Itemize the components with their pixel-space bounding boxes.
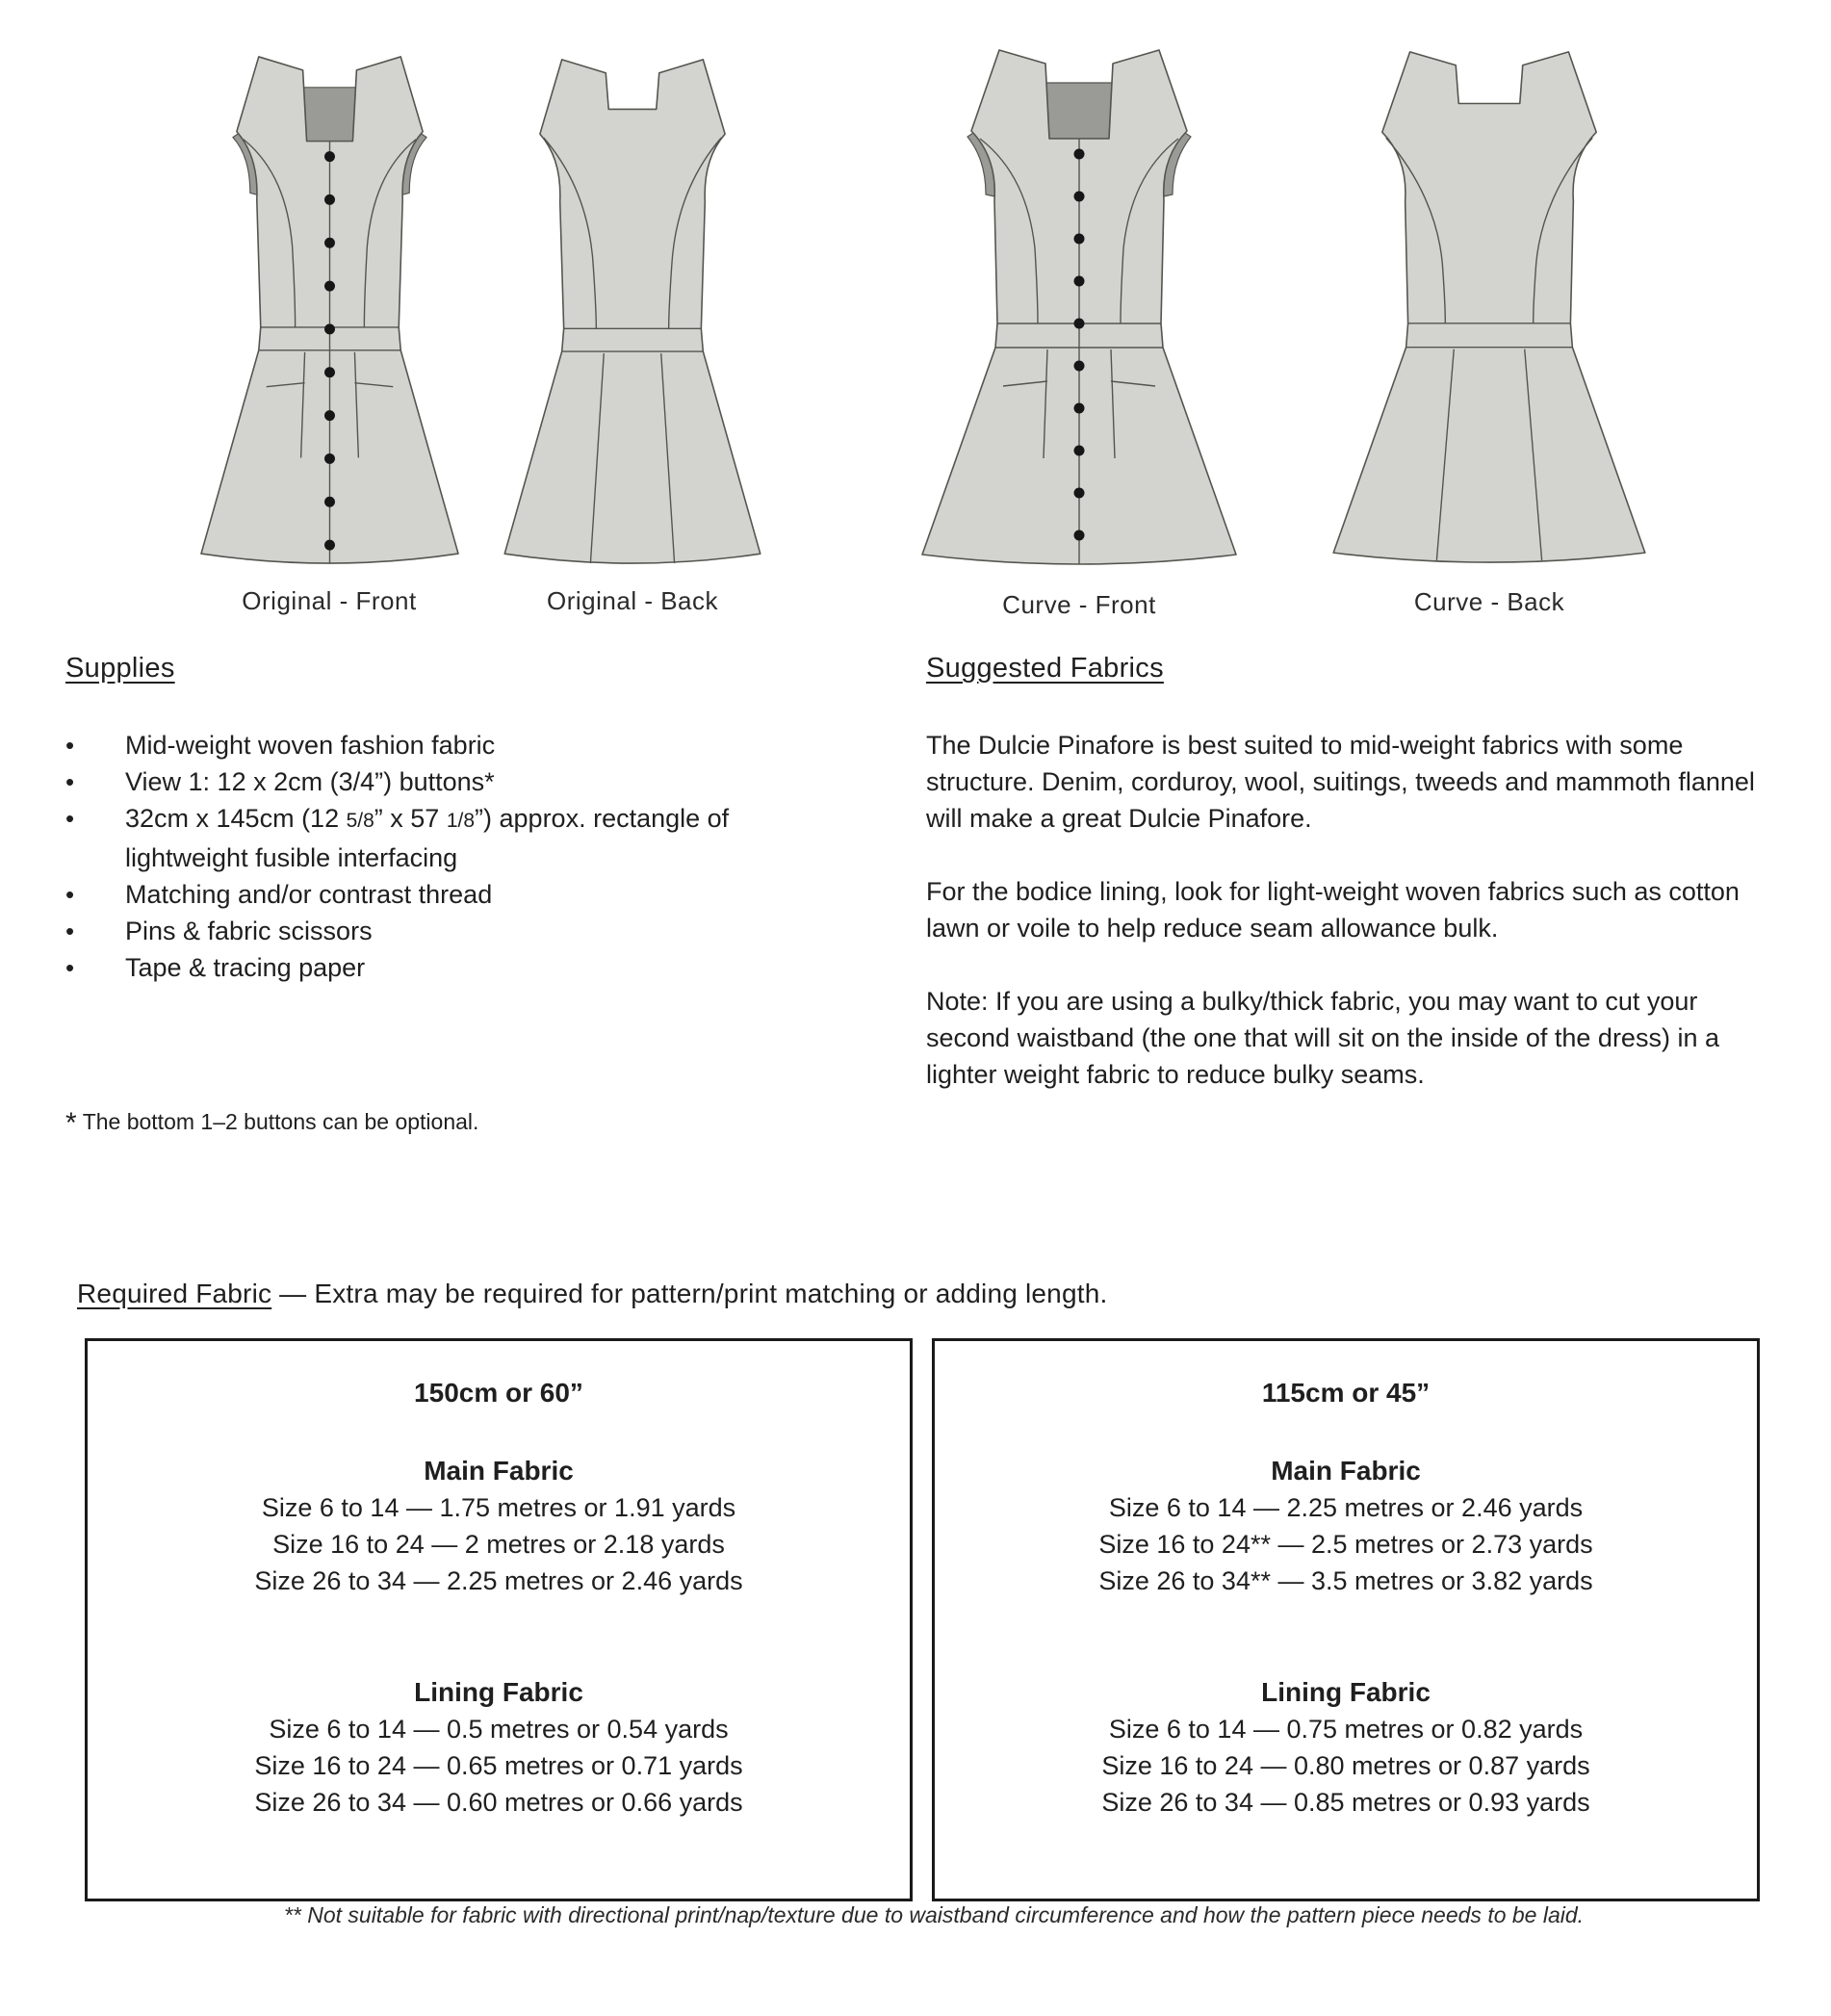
supplies-section [65, 653, 874, 986]
table-row: Size 6 to 14 — 0.5 metres or 0.54 yards [269, 1715, 729, 1744]
suggested-fabrics-heading: Suggested Fabrics [926, 653, 1164, 684]
fabrics-paragraph: The Dulcie Pinafore is best suited to mid-weight fabrics with some structure. Denim, corduroy, wool, suitings, tweeds and mammoth flannel will make a great Dulcie Pinafore. [926, 731, 1755, 833]
bullet-icon: • [65, 731, 75, 760]
directional-fabric-footnote: ** Not suitable for fabric with directional print/nap/texture due to waistband circumference and how the pattern piece needs to be laid. [283, 1902, 1585, 1927]
table-row: Size 6 to 14 — 1.75 metres or 1.91 yards [261, 1493, 736, 1522]
table-width-label: 150cm or 60” [414, 1378, 583, 1408]
supplies-footnote [65, 1107, 478, 1140]
table-row: Size 26 to 34 — 2.25 metres or 2.46 yards [254, 1566, 743, 1595]
original-front-dress-illustration [183, 43, 477, 571]
bullet-icon: • [65, 880, 75, 909]
fabric-table-115cm [932, 1338, 1760, 1901]
supplies-heading: Supplies [65, 653, 175, 684]
table-row: Size 16 to 24** — 2.5 metres or 2.73 yards [1098, 1530, 1593, 1559]
curve-back-dress-illustration [1310, 37, 1668, 572]
supplies-item: • 32cm x 145cm (12 5/8” x 57 1/8”) approx. rectangle of lightweight fusible interfacing [65, 800, 816, 876]
supplies-item: • Matching and/or contrast thread [65, 876, 816, 913]
table-width-label: 115cm or 45” [1261, 1378, 1431, 1408]
fabrics-paragraph: For the bodice lining, look for light-weight woven fabrics such as cotton lawn or voile to help reduce seam allowance bulk. [926, 877, 1740, 943]
lining-fabric-title: Lining Fabric [414, 1677, 583, 1707]
main-fabric-title: Main Fabric [424, 1456, 574, 1486]
supplies-item: • View 1: 12 x 2cm (3/4”) buttons* [65, 763, 816, 800]
supplies-footnote-text: The bottom 1–2 buttons can be optional. [82, 1109, 479, 1134]
figure-label-curve-back: Curve - Back [1413, 587, 1565, 616]
table-row: Size 26 to 34 — 0.85 metres or 0.93 yards [1101, 1788, 1590, 1817]
figure-label-curve-front: Curve - Front [1002, 590, 1156, 619]
table-row: Size 16 to 24 — 0.80 metres or 0.87 yards [1101, 1751, 1590, 1780]
supplies-list [65, 727, 874, 986]
figure-original-front [180, 43, 478, 616]
bullet-icon: • [65, 953, 75, 982]
required-fabric-title: Required Fabric [77, 1279, 272, 1308]
fabric-table-150cm [85, 1338, 913, 1901]
suggested-fabrics-section [926, 653, 1756, 1129]
figure-curve-back [1309, 37, 1669, 617]
lining-fabric-title: Lining Fabric [1261, 1677, 1431, 1707]
table-row: Size 26 to 34** — 3.5 metres or 3.82 yards [1098, 1566, 1593, 1595]
figure-label-original-back: Original - Back [547, 586, 718, 615]
required-fabric-heading [77, 1279, 1107, 1309]
supplies-item: • Mid-weight woven fashion fabric [65, 727, 816, 763]
table-row: Size 16 to 24 — 0.65 metres or 0.71 yards [254, 1751, 743, 1780]
main-fabric-title: Main Fabric [1271, 1456, 1421, 1486]
table-row: Size 6 to 14 — 2.25 metres or 2.46 yards [1108, 1493, 1584, 1522]
fabrics-paragraph: Note: If you are using a bulky/thick fabric, you may want to cut your second waistband (the one that will sit on the inside of the dress) in a lighter weight fabric to reduce bulky seams. [926, 987, 1719, 1089]
curve-front-dress-illustration [901, 34, 1257, 575]
bullet-icon: • [65, 767, 75, 796]
required-fabric-subtitle: — Extra may be required for pattern/print matching or adding length. [271, 1279, 1108, 1308]
bullet-icon: • [65, 917, 75, 945]
original-back-dress-illustration [489, 46, 776, 571]
supplies-item: • Tape & tracing paper [65, 949, 816, 986]
figure-curve-front [900, 34, 1258, 620]
table-row: Size 16 to 24 — 2 metres or 2.18 yards [272, 1530, 725, 1559]
table-row: Size 6 to 14 — 0.75 metres or 0.82 yards [1108, 1715, 1584, 1744]
table-row: Size 26 to 34 — 0.60 metres or 0.66 yards [254, 1788, 743, 1817]
figure-original-back [488, 46, 777, 616]
bullet-icon: • [65, 804, 75, 833]
supplies-item: • Pins & fabric scissors [65, 913, 816, 949]
asterisk-marker: * [65, 1107, 77, 1139]
figure-label-original-front: Original - Front [242, 586, 417, 615]
